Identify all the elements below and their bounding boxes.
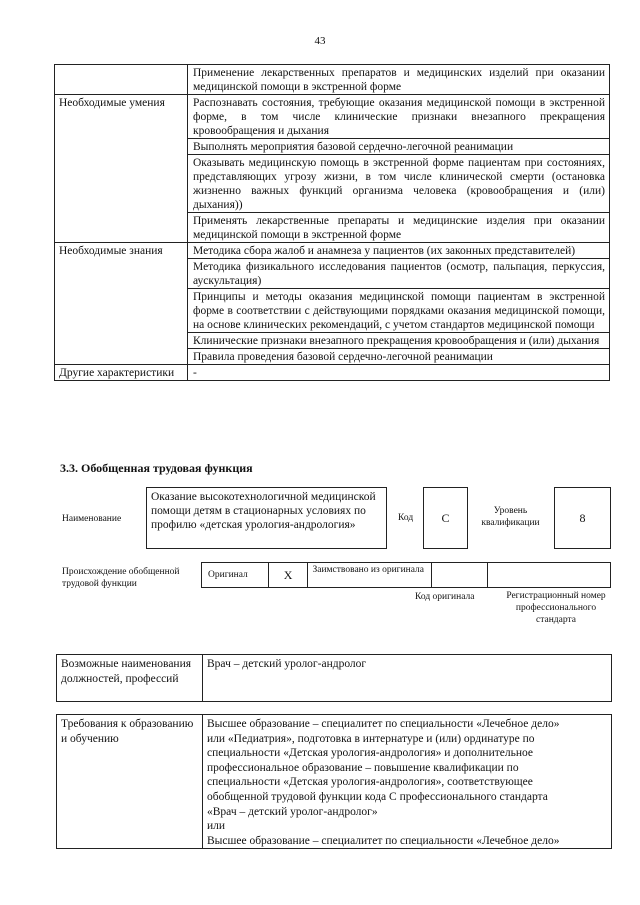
requirements-line: или — [207, 820, 226, 833]
requirements-line: специальности «Детская урология-андрология» и дополнительное — [207, 747, 534, 760]
original-mark: X — [269, 563, 309, 587]
row-label-skills: Необходимые умения — [55, 95, 188, 243]
row-item: Методика физикального исследования пациентов (осмотр, пальпация, перкуссия, аускультация) — [188, 259, 610, 289]
origin-label: Происхождение обобщенной трудовой функции — [62, 567, 180, 589]
requirements-line: «Врач – детский уролог-андролог» — [207, 805, 378, 818]
requirements-line: специальности «Детская урология-андрология», соответствующее — [207, 776, 533, 789]
table-row — [55, 95, 610, 139]
code-value: C — [423, 487, 468, 549]
table-row — [55, 365, 610, 381]
row-item: Распознавать состояния, требующие оказания медицинской помощи в экстренной форме, в том числе клинические признаки внезапного прекращения кровообращения и дыхания — [188, 95, 610, 139]
function-name-label: Наименование — [62, 514, 122, 524]
requirements-line: или «Педиатрия», подготовка в интернатуре и (или) ординатуре по — [207, 732, 535, 745]
original-label: Оригинал — [202, 563, 269, 587]
reg-number-cell — [488, 563, 610, 587]
positions-value: Врач – детский уролог-андролог — [203, 655, 612, 702]
row-label-knowledge: Необходимые знания — [55, 243, 188, 365]
original-code-label: Код оригинала — [415, 592, 475, 602]
table-row — [57, 715, 612, 849]
row-item: Применение лекарственных препаратов и медицинских изделий при оказании медицинской помощи в экстренной форме — [188, 65, 610, 95]
original-code-cell — [432, 563, 488, 587]
page-number: 43 — [314, 35, 326, 47]
row-label — [55, 65, 188, 95]
positions-label: Возможные наименования должностей, профессий — [57, 655, 203, 702]
requirements-value — [203, 715, 612, 849]
requirements-line: Высшее образование – специалитет по специальности «Лечебное дело» — [207, 834, 560, 847]
borrowed-label: Заимствовано из оригинала — [308, 563, 431, 587]
requirements-table — [56, 714, 612, 849]
row-item: Оказывать медицинскую помощь в экстренной форме пациентам при состояниях, представляющих угрозу жизни, в том числе клинической смерти (остановка жизненно важных функций организма человека (кровообращения и (или) дыхания)) — [188, 155, 610, 213]
positions-table — [56, 654, 612, 702]
table-row — [55, 243, 610, 259]
function-name-value: Оказание высокотехнологичной медицинской помощи детям в стационарных условиях по профилю «детская урология-андрология» — [146, 487, 387, 549]
origin-box — [201, 562, 611, 588]
row-item: Выполнять мероприятия базовой сердечно-легочной реанимации — [188, 139, 610, 155]
row-item: Правила проведения базовой сердечно-легочной реанимации — [188, 349, 610, 365]
row-item: Принципы и методы оказания медицинской помощи пациентам в экстренной форме в соответствии с действующими порядками оказания медицинской помощи, на основе клинических рекомендаций, с учетом стандартов медицинской помощи — [188, 289, 610, 333]
section-title: 3.3. Обобщенная трудовая функция — [60, 461, 253, 475]
requirements-label: Требования к образованию и обучению — [57, 715, 203, 849]
row-item: - — [188, 365, 610, 381]
table-row — [55, 65, 610, 95]
row-item: Применять лекарственные препараты и медицинские изделия при оказании медицинской помощи в экстренной форме — [188, 213, 610, 243]
requirements-line: профессиональное образование – повышение квалификации по — [207, 761, 519, 774]
skills-knowledge-table — [54, 64, 610, 381]
qualification-level-value: 8 — [554, 487, 611, 549]
code-label: Код — [398, 513, 414, 523]
requirements-line: обобщенной трудовой функции кода С профессионального стандарта — [207, 790, 548, 803]
table-row — [57, 655, 612, 702]
row-item: Клинические признаки внезапного прекращения кровообращения и (или) дыхания — [188, 333, 610, 349]
registration-number-label: Регистрационный номер профессионального стандарта — [506, 591, 606, 625]
row-item: Методика сбора жалоб и анамнеза у пациентов (их законных представителей) — [188, 243, 610, 259]
requirements-line: Высшее образование – специалитет по специальности «Лечебное дело» — [207, 718, 560, 730]
row-label-other: Другие характеристики — [55, 365, 188, 381]
qualification-level-label: Уровень квалификации — [481, 506, 540, 528]
